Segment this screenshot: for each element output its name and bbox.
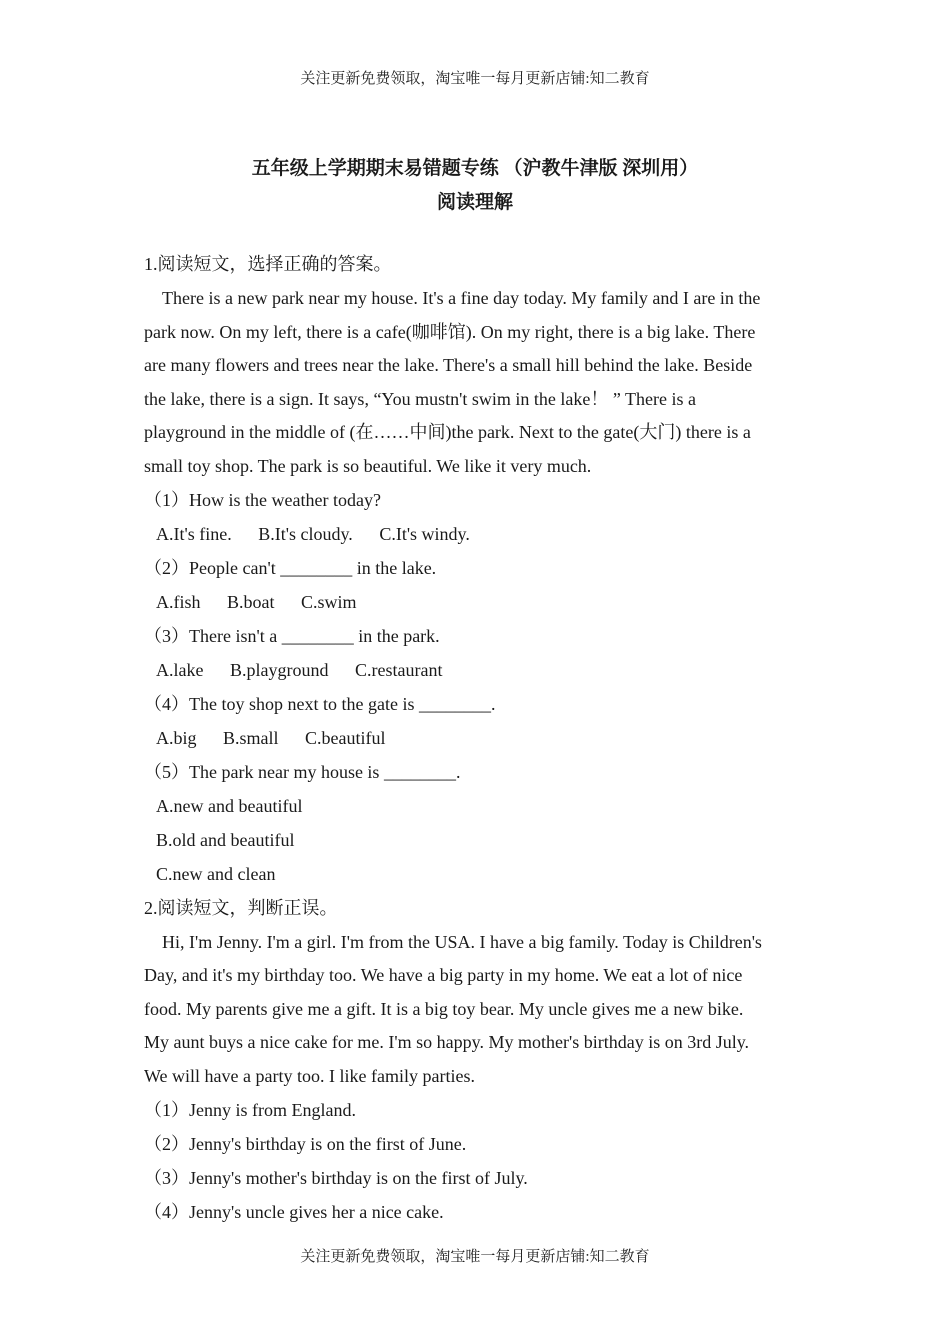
- question-4: （4）The toy shop next to the gate is ________.: [144, 693, 496, 714]
- option-b: B.small: [223, 727, 279, 748]
- option-a: A.lake: [156, 659, 204, 680]
- question-3-options: [144, 655, 808, 689]
- passage-line: small toy shop. The park is so beautiful. We like it very much.: [144, 455, 592, 476]
- document-body: [144, 249, 808, 1231]
- passage-line: playground in the middle of (在……中间)the park. Next to the gate(大门) there is a: [144, 422, 751, 443]
- statement-1: （1）Jenny is from England.: [144, 1099, 356, 1120]
- question-1: （1）How is the weather today?: [144, 489, 381, 510]
- question-3: （3）There isn't a ________ in the park.: [144, 625, 440, 646]
- page-subtitle: 阅读理解: [436, 192, 513, 213]
- option-c: C.It's windy.: [379, 523, 470, 544]
- question-1-options: [144, 519, 808, 553]
- option-b: B.playground: [229, 659, 329, 680]
- option-c: C.beautiful: [305, 727, 386, 748]
- section2-heading: 2.阅读短文，判断正误。: [144, 897, 338, 918]
- passage-line: My aunt buys a nice cake for me. I'm so happy. My mother's birthday is on 3rd July.: [144, 1032, 750, 1053]
- statement-3: （3）Jenny's mother's birthday is on the first of July.: [144, 1167, 528, 1188]
- passage-line: the lake, there is a sign. It says, “You mustn't swim in the lake！ ” There is a: [144, 388, 696, 409]
- option-a: A.big: [156, 727, 197, 748]
- page-header: 关注更新免费领取，淘宝唯一每月更新店铺:知二教育: [300, 71, 650, 87]
- statement-2: （2）Jenny's birthday is on the first of June.: [144, 1133, 467, 1154]
- option-a: A.It's fine.: [156, 523, 232, 544]
- passage-line: We will have a party too. I like family parties.: [144, 1065, 475, 1086]
- option-a: A.fish: [156, 591, 201, 612]
- section1-heading: 1.阅读短文，选择正确的答案。: [144, 254, 392, 274]
- option-c: C.restaurant: [354, 659, 443, 680]
- passage-line: are many flowers and trees near the lake. There's a small hill behind the lake. Beside: [144, 355, 753, 376]
- option-a: A.new and beautiful: [156, 795, 303, 816]
- question-2-options: [144, 587, 808, 621]
- section1-passage: [144, 283, 808, 485]
- page-title: 五年级上学期期末易错题专练 （沪教牛津版 深圳用）: [251, 158, 699, 179]
- passage-line: park now. On my left, there is a cafe(咖啡馆). On my right, there is a big lake. There: [144, 321, 756, 342]
- option-b: B.It's cloudy.: [258, 523, 353, 544]
- question-2: （2）People can't ________ in the lake.: [144, 557, 437, 578]
- option-c: C.new and clean: [156, 863, 276, 884]
- question-5: （5）The park near my house is ________.: [144, 761, 461, 782]
- option-c: C.swim: [301, 591, 357, 612]
- question-4-options: [144, 723, 808, 757]
- statement-4: （4）Jenny's uncle gives her a nice cake.: [144, 1201, 444, 1222]
- passage-line: food. My parents give me a gift. It is a big toy bear. My uncle gives me a new bike.: [144, 998, 744, 1019]
- option-b: B.old and beautiful: [156, 829, 295, 850]
- passage-line: Hi, I'm Jenny. I'm a girl. I'm from the USA. I have a big family. Today is Children's: [162, 931, 762, 952]
- section2-passage: [144, 927, 808, 1095]
- passage-line: There is a new park near my house. It's a fine day today. My family and I are in the: [162, 288, 761, 308]
- passage-line: Day, and it's my birthday too. We have a big party in my home. We eat a lot of nice: [144, 965, 743, 986]
- page-footer: 关注更新免费领取，淘宝唯一每月更新店铺:知二教育: [300, 1249, 650, 1265]
- option-b: B.boat: [227, 591, 275, 612]
